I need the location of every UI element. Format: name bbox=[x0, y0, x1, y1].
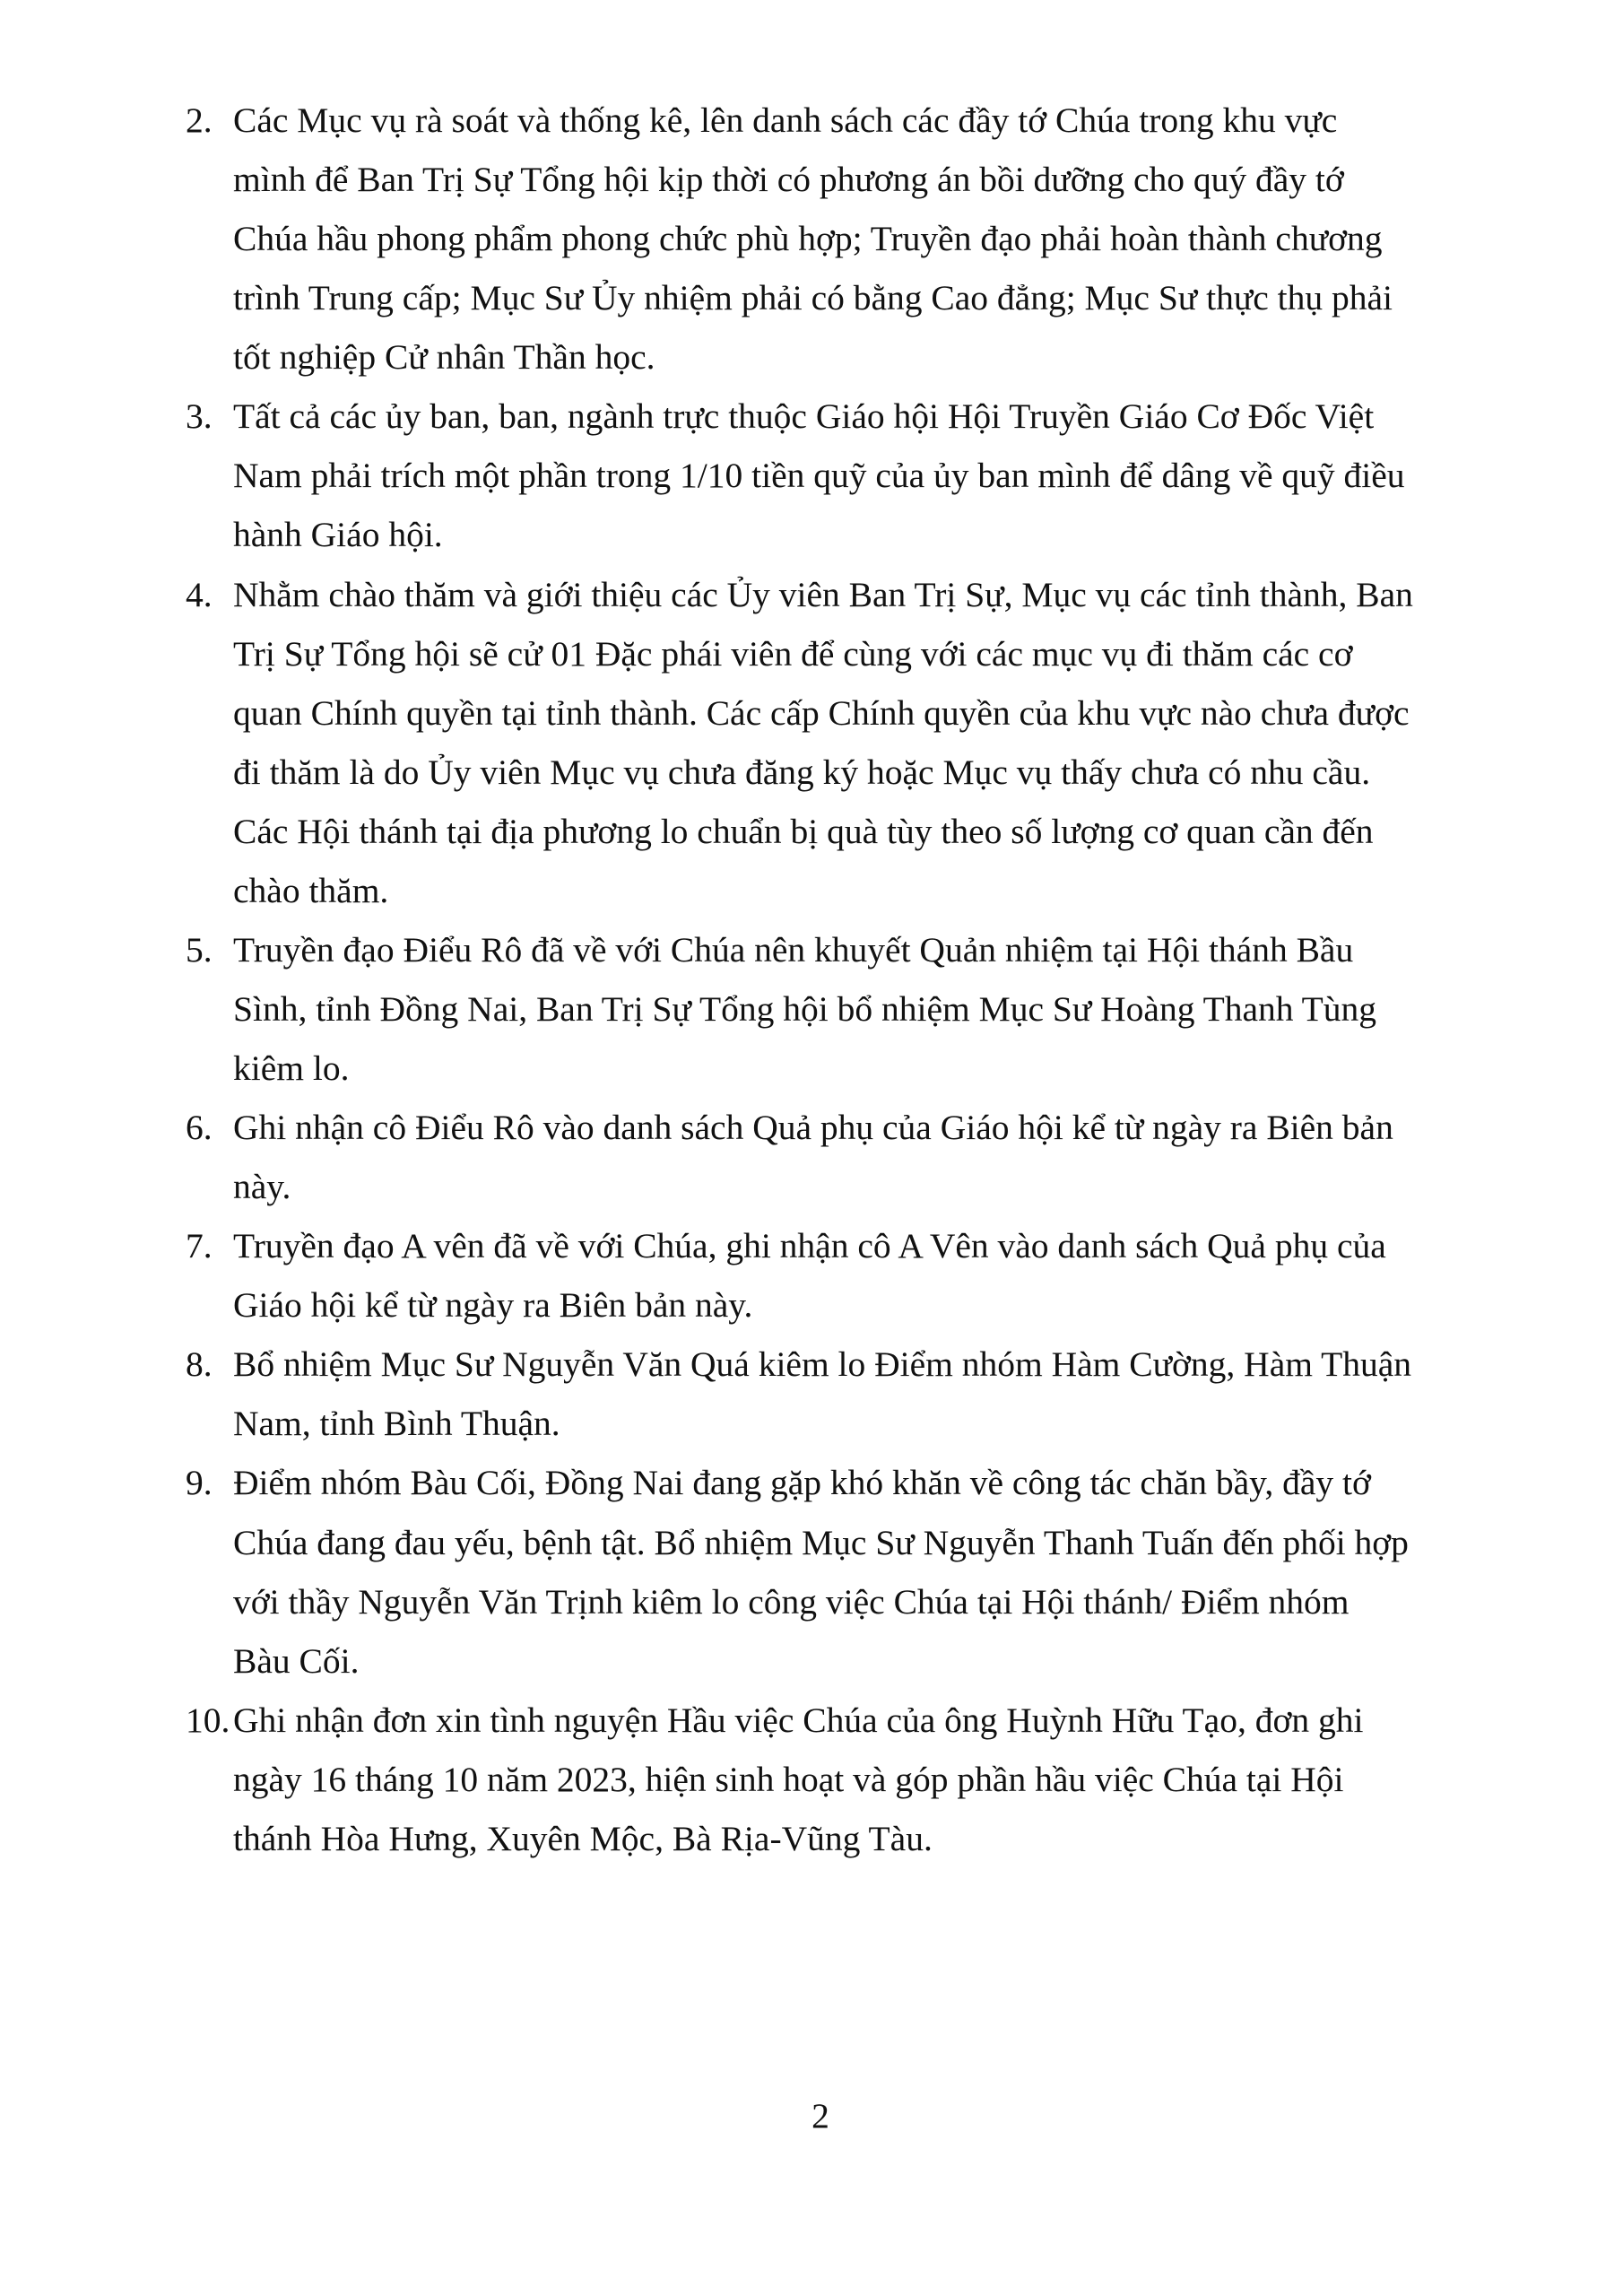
list-item-number: 6. bbox=[186, 1108, 213, 1148]
list-item bbox=[186, 387, 1531, 564]
list-item-number: 2. bbox=[186, 100, 213, 140]
text-line: Chúa đang đau yếu, bệnh tật. Bổ nhiệm Mục Sư Nguyễn Thanh Tuấn đến phối hợp bbox=[233, 1522, 1409, 1562]
text-line: Các Hội thánh tại địa phương lo chuẩn bị quà tùy theo số lượng cơ quan cần đến bbox=[233, 811, 1374, 851]
text-line: Các Mục vụ rà soát và thống kê, lên danh sách các đầy tớ Chúa trong khu vực bbox=[233, 100, 1338, 140]
list-item-text bbox=[233, 1453, 1531, 1690]
text-line: Ghi nhận đơn xin tình nguyện Hầu việc Chúa của ông Huỳnh Hữu Tạo, đơn ghi bbox=[233, 1700, 1364, 1740]
list-item-number: 3. bbox=[186, 396, 213, 437]
list-item-number: 8. bbox=[186, 1344, 213, 1385]
list-item bbox=[186, 91, 1531, 387]
list-item-text bbox=[233, 91, 1531, 387]
text-line: Tất cả các ủy ban, ban, ngành trực thuộc Giáo hội Hội Truyền Giáo Cơ Đốc Việt bbox=[233, 396, 1375, 437]
list-item-text bbox=[233, 1691, 1531, 1868]
list-item bbox=[186, 920, 1531, 1098]
text-line: Điểm nhóm Bàu Cối, Đồng Nai đang gặp khó khăn về công tác chăn bầy, đầy tớ bbox=[233, 1463, 1371, 1503]
list-item-text bbox=[233, 387, 1531, 564]
text-line: Truyền đạo A vên đã về với Chúa, ghi nhận cô A Vên vào danh sách Quả phụ của bbox=[233, 1226, 1386, 1266]
list-item bbox=[186, 1098, 1531, 1216]
list-item-number: 10. bbox=[186, 1700, 230, 1740]
text-line: đi thăm là do Ủy viên Mục vụ chưa đăng ký hoặc Mục vụ thấy chưa có nhu cầu. bbox=[233, 752, 1371, 792]
list-item-number: 9. bbox=[186, 1463, 213, 1503]
list-item bbox=[186, 565, 1531, 920]
text-line: Nam phải trích một phần trong 1/10 tiền quỹ của ủy ban mình để dâng về quỹ điều bbox=[233, 456, 1405, 496]
resolution-list bbox=[186, 91, 1531, 1868]
list-item-text bbox=[233, 1216, 1531, 1335]
list-item bbox=[186, 1216, 1531, 1335]
text-line: ngày 16 tháng 10 năm 2023, hiện sinh hoạt và góp phần hầu việc Chúa tại Hội bbox=[233, 1759, 1344, 1799]
text-line: Nhằm chào thăm và giới thiệu các Ủy viên Ban Trị Sự, Mục vụ các tỉnh thành, Ban bbox=[233, 574, 1413, 614]
text-line: với thầy Nguyễn Văn Trịnh kiêm lo công việc Chúa tại Hội thánh/ Điểm nhóm bbox=[233, 1581, 1350, 1622]
text-line: Ghi nhận cô Điểu Rô vào danh sách Quả phụ của Giáo hội kể từ ngày ra Biên bản bbox=[233, 1108, 1393, 1148]
text-line: trình Trung cấp; Mục Sư Ủy nhiệm phải có bằng Cao đẳng; Mục Sư thực thụ phải bbox=[233, 278, 1393, 318]
list-item bbox=[186, 1335, 1531, 1453]
list-item-text bbox=[233, 920, 1531, 1098]
list-item-number: 5. bbox=[186, 929, 213, 970]
text-line: hành Giáo hội. bbox=[233, 515, 443, 555]
list-item-text bbox=[233, 1098, 1531, 1216]
list-item-text bbox=[233, 565, 1531, 920]
text-line: quan Chính quyền tại tỉnh thành. Các cấp Chính quyền của khu vực nào chưa được bbox=[233, 692, 1410, 733]
list-item bbox=[186, 1691, 1531, 1868]
page-number: 2 bbox=[812, 2096, 829, 2135]
text-line: tốt nghiệp Cử nhân Thần học. bbox=[233, 337, 655, 378]
text-line: kiêm lo. bbox=[233, 1048, 350, 1088]
list-item-text bbox=[233, 1335, 1531, 1453]
text-line: Chúa hầu phong phẩm phong chức phù hợp; Truyền đạo phải hoàn thành chương bbox=[233, 219, 1383, 259]
text-line: mình để Ban Trị Sự Tổng hội kịp thời có phương án bồi dưỡng cho quý đầy tớ bbox=[233, 160, 1344, 200]
text-line: Giáo hội kể từ ngày ra Biên bản này. bbox=[233, 1285, 753, 1326]
text-line: Trị Sự Tổng hội sẽ cử 01 Đặc phái viên để cùng với các mục vụ đi thăm các cơ bbox=[233, 633, 1353, 674]
text-line: thánh Hòa Hưng, Xuyên Mộc, Bà Rịa-Vũng Tàu. bbox=[233, 1818, 933, 1858]
text-line: chào thăm. bbox=[233, 870, 389, 910]
text-line: Sình, tỉnh Đồng Nai, Ban Trị Sự Tổng hội bổ nhiệm Mục Sư Hoàng Thanh Tùng bbox=[233, 988, 1377, 1029]
text-line: Bàu Cối. bbox=[233, 1640, 360, 1681]
list-item-number: 4. bbox=[186, 574, 213, 614]
text-line: Bổ nhiệm Mục Sư Nguyễn Văn Quá kiêm lo Điểm nhóm Hàm Cường, Hàm Thuận bbox=[233, 1344, 1412, 1385]
text-line: này. bbox=[233, 1167, 291, 1207]
list-item bbox=[186, 1453, 1531, 1690]
list-item-number: 7. bbox=[186, 1226, 213, 1266]
text-line: Nam, tỉnh Bình Thuận. bbox=[233, 1404, 560, 1444]
text-line: Truyền đạo Điểu Rô đã về với Chúa nên khuyết Quản nhiệm tại Hội thánh Bầu bbox=[233, 929, 1354, 970]
